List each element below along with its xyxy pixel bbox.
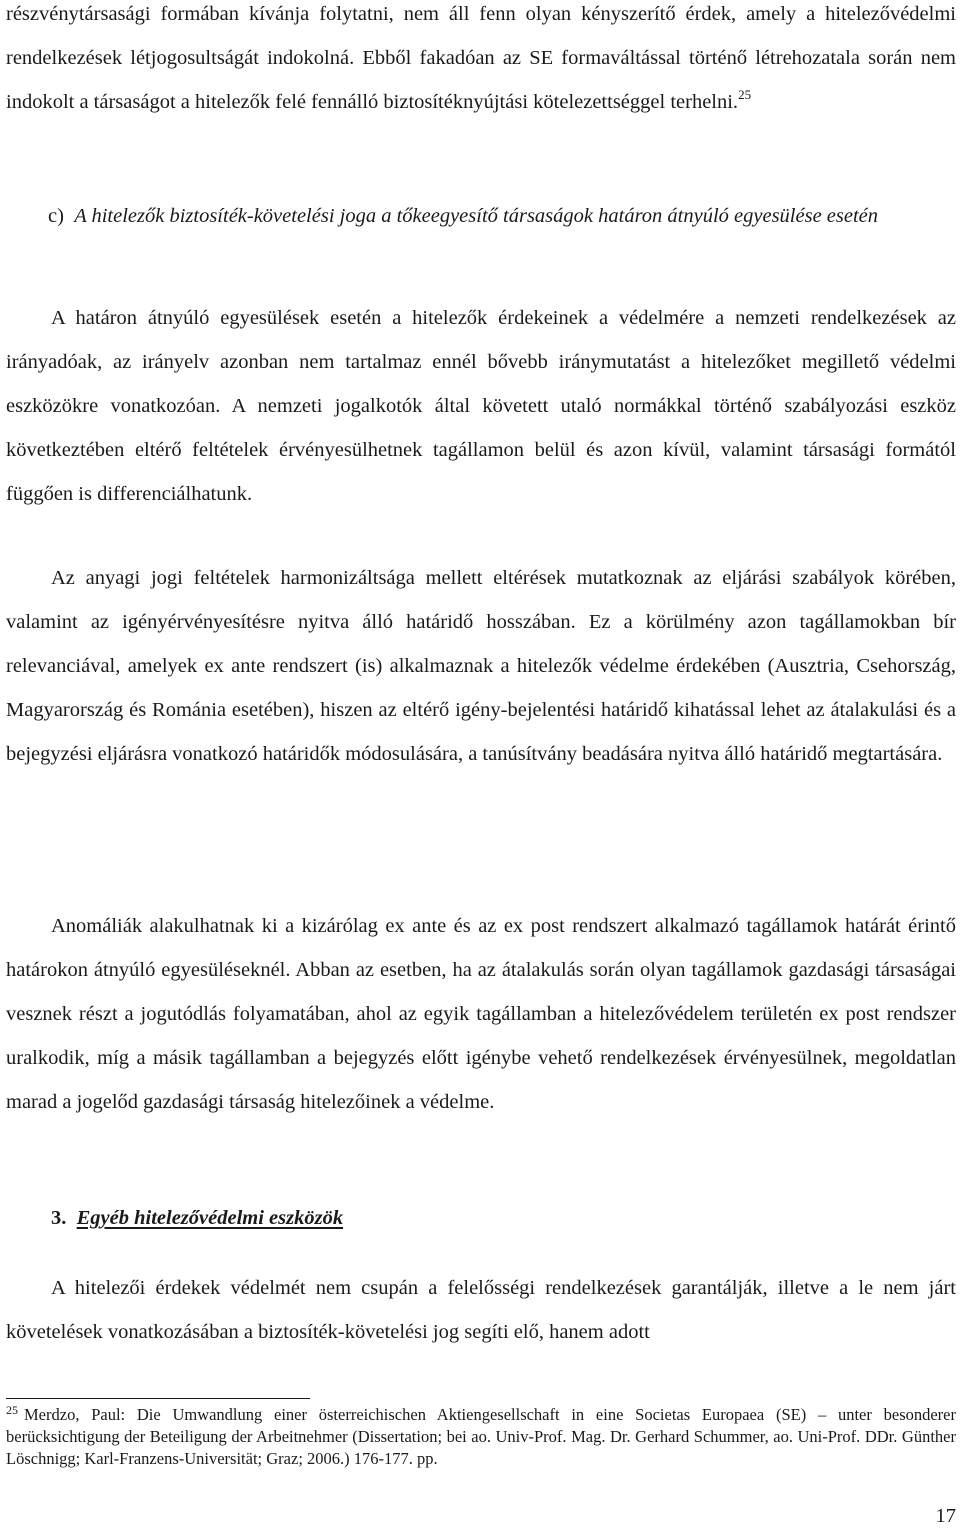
footnote-separator (6, 1398, 310, 1399)
paragraph-continuation: részvénytársasági formában kívánja folytatni, nem áll fenn olyan kényszerítő érdek, amely a hitelezővédelmi rendelkezések létjogosultságát indokolná. Ebből fakadóan az SE formaváltással történő létrehozatala során nem indokolt a társaságot a hitelezők felé fennálló biztosítéknyújtási kötelezettséggel terhelni.$^{25}$ (6, 3, 956, 113)
page-number: 17 (935, 1505, 956, 1527)
subheading-title: A hitelezők biztosíték-követelési joga a tőkeegyesítő társaságok határon átnyúló egyesülése esetén (74, 205, 879, 227)
paragraph-anomalies: Anomáliák alakulhatnak ki a kizárólag ex ante és az ex post rendszert alkalmazó tagállamok határát érintő határokon átnyúló egyesüléseknél. Abban az esetben, ha az átalakulás során olyan tagállamok gazdasági társaságai vesznek részt a jogutódlás folyamatában, ahol az egyik tagállamban a hitelezővédelem területén ex post rendszer uralkodik, míg a másik tagállamban a bejegyzés előtt igénybe vehető rendelkezések érvényesülnek, megoldatlan marad a jogelőd gazdasági társaság hitelezőinek a védelme. (6, 915, 956, 1113)
subheading-c (6, 201, 956, 231)
section-heading-3 (51, 1198, 343, 1238)
footnote-reference[interactable]: 25 (738, 87, 752, 102)
footnote-text: Merdzo, Paul: Die Umwandlung einer österreichischen Aktiengesellschaft in eine Societas Europaea (SE) – unter besonderer berücksichtigung der Beteiligung der Arbeitnehmer (Dissertation; bei ao. Univ-Prof. Mag. Dr. Gerhard Schummer, ao. Uni-Prof. DDr. Günther Löschnigg; Karl-Franzens-Universität; Graz; 2006.) 176-177. pp. (6, 1405, 956, 1468)
subheading-letter: c) (48, 205, 64, 227)
paragraph-cross-border-mergers: A határon átnyúló egyesülések esetén a hitelezők érdekeinek a védelmére a nemzeti rendelkezések az irányadóak, az irányelv azonban nem tartalmaz ennél bővebb iránymutatást a hitelezőket megillető védelmi eszközökre vonatkozóan. A nemzeti jogalkotók által követett utaló normákkal történő szabályozási eszköz következtében eltérő feltételek érvényesülhetnek tagállamon belül és azon kívül, valamint társasági formától függően is differenciálhatunk. (6, 307, 956, 505)
footnote-number: 25 (6, 1403, 18, 1417)
document-page (6, 0, 956, 1533)
footnote-25 (6, 1404, 956, 1470)
section-number: 3. (51, 1207, 67, 1229)
section-title: Egyéb hitelezővédelmi eszközök (76, 1207, 344, 1229)
paragraph-procedural-rules: Az anyagi jogi feltételek harmonizáltsága mellett eltérések mutatkoznak az eljárási szabályok körében, valamint az igényérvényesítésre nyitva álló határidő hosszában. Ez a körülmény azon tagállamokban bír relevanciával, amelyek ex ante rendszert (is) alkalmaznak a hitelezők védelme érdekében (Ausztria, Csehország, Magyarország és Románia esetében), hiszen az eltérő igény-bejelentési határidő kihatással lehet az átalakulási és a bejegyzési eljárásra vonatkozó határidők módosulására, a tanúsítvány beadására nyitva álló határidő megtartására. (6, 567, 956, 765)
paragraph-other-instruments: A hitelezői érdekek védelmét nem csupán a felelősségi rendelkezések garantálják, illetve a le nem járt követelések vonatkozásában a biztosíték-követelési jog segíti elő, hanem adott (6, 1277, 956, 1343)
